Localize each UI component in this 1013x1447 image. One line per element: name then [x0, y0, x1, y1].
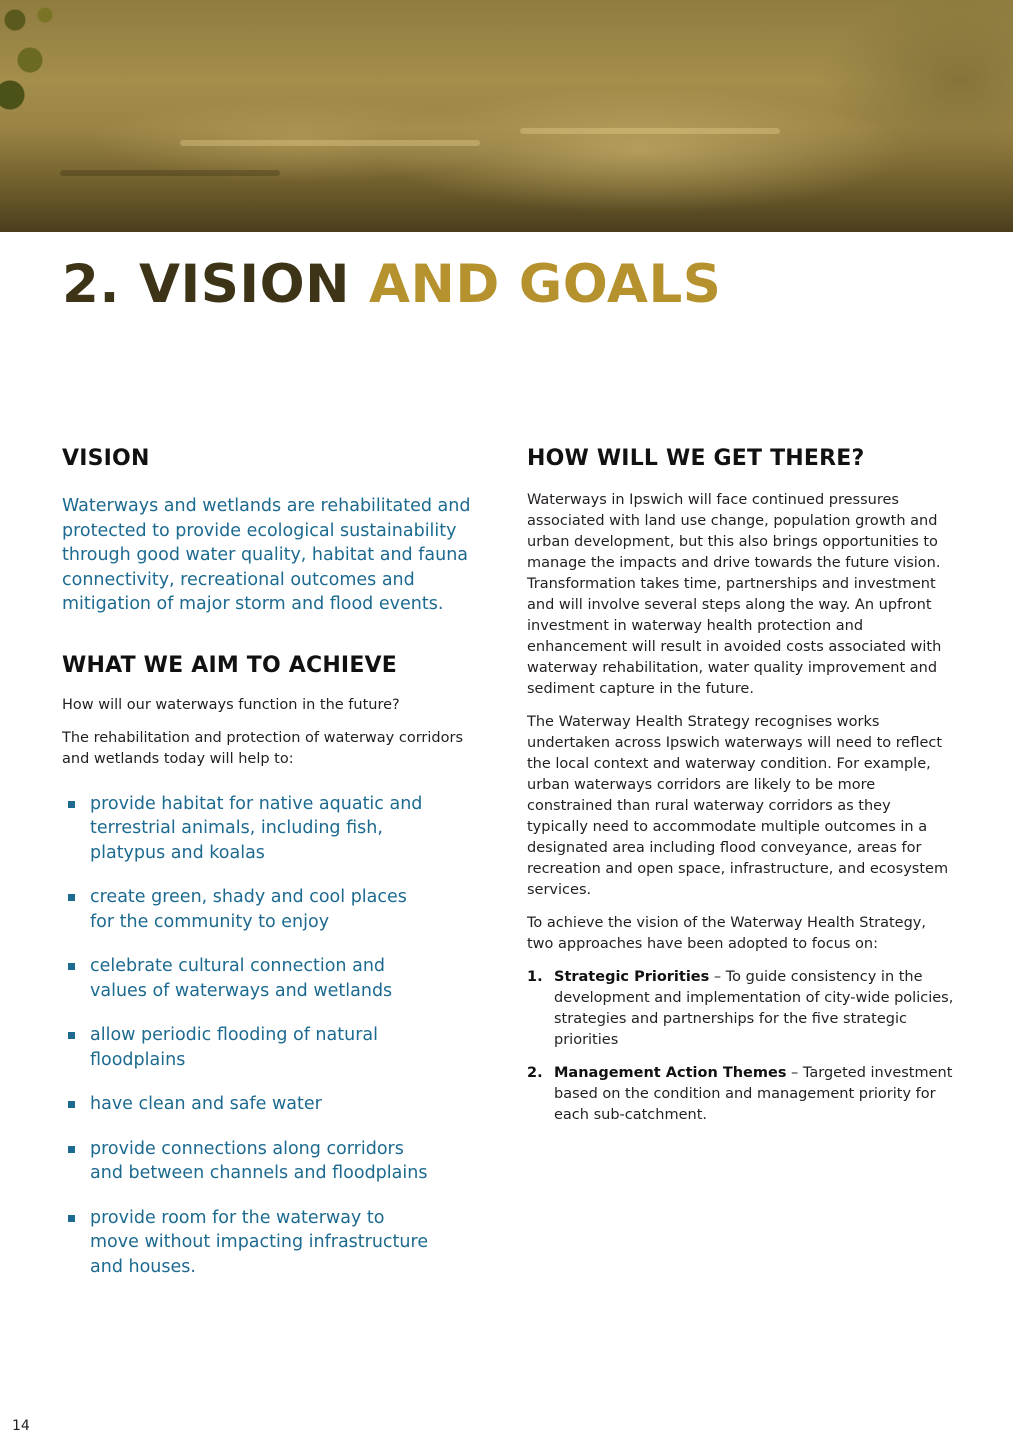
aims-heading: WHAT WE AIM TO ACHIEVE [62, 652, 398, 678]
page-title-part2: AND GOALS [368, 254, 722, 315]
list-item-text: provide habitat for native aquatic and terrestrial animals, including fish, platypus and koalas [90, 793, 423, 863]
approach-title: Strategic Priorities [554, 969, 710, 985]
light-reflection [520, 128, 780, 134]
page-title-part1: 2. VISION [62, 254, 351, 315]
vision-heading: VISION [62, 446, 150, 471]
light-reflection [180, 140, 480, 146]
list-item [62, 1023, 430, 1072]
list-number: 2. [527, 1065, 543, 1081]
how-paragraph: To achieve the vision of the Waterway Health Strategy, two approaches have been adopted to focus on: [527, 915, 926, 952]
right-column [527, 444, 955, 1138]
list-item [62, 885, 430, 934]
how-paragraph: The Waterway Health Strategy recognises works undertaken across Ipswich waterways will need to reflect the local context and waterway condition. For example, urban waterways corridors are likely to be more constrained than rural waterway corridors as they typically need to accommodate multiple outcomes in a designated area including flood conveyance, areas for recreation and open space, infrastructure, and ecosystem services. [527, 714, 949, 898]
approach-text: – Targeted investment based on the condition and management priority for each sub-catchment. [554, 1065, 953, 1123]
approach-text: – To guide consistency in the development and implementation of city-wide policies, strategies and partnerships for the five strategic priorities [554, 969, 954, 1048]
square-bullet-icon [68, 801, 75, 808]
list-item-text: celebrate cultural connection and values of waterways and wetlands [90, 956, 393, 1001]
left-column [62, 444, 482, 1299]
square-bullet-icon [68, 894, 75, 901]
foliage-decoration [0, 0, 70, 140]
list-item [62, 1206, 430, 1280]
approach-title: Management Action Themes [554, 1065, 787, 1081]
list-item [62, 1092, 430, 1117]
how-paragraph: Waterways in Ipswich will face continued pressures associated with land use change, population growth and urban development, but this also brings opportunities to manage the impacts and drive towards the future vision. Transformation takes time, partnerships and investment and will involve several steps along the way. An upfront investment in waterway health protection and enhancement will result in avoided costs associated with waterway rehabilitation, water quality improvement and sediment capture in the future. [527, 492, 942, 697]
list-item [527, 1063, 955, 1126]
square-bullet-icon [68, 963, 75, 970]
list-item-text: create green, shady and cool places for the community to enjoy [90, 887, 407, 932]
list-item [62, 792, 430, 866]
square-bullet-icon [68, 1032, 75, 1039]
list-item [62, 1137, 430, 1186]
list-item-text: provide connections along corridors and between channels and floodplains [90, 1138, 428, 1183]
vision-statement: Waterways and wetlands are rehabilitated and protected to provide ecological sustainability through good water quality, habitat and fauna connectivity, recreational outcomes and mitigation of major storm and flood events. [62, 496, 471, 614]
square-bullet-icon [68, 1101, 75, 1108]
list-item-text: have clean and safe water [90, 1094, 322, 1114]
water-shadow [60, 170, 280, 176]
approaches-list [527, 967, 955, 1126]
list-item-text: allow periodic flooding of natural floodplains [90, 1025, 378, 1070]
aims-question: How will our waterways function in the future? [62, 696, 400, 713]
aims-list [62, 792, 482, 1280]
page-number: 14 [12, 1418, 30, 1434]
hero-river-photo [0, 0, 1013, 232]
list-item [527, 967, 955, 1051]
list-number: 1. [527, 969, 543, 985]
square-bullet-icon [68, 1146, 75, 1153]
page-title [62, 252, 721, 318]
how-heading: HOW WILL WE GET THERE? [527, 446, 865, 471]
square-bullet-icon [68, 1215, 75, 1222]
list-item [62, 954, 430, 1003]
aims-intro: The rehabilitation and protection of waterway corridors and wetlands today will help to: [62, 729, 463, 767]
list-item-text: provide room for the waterway to move without impacting infrastructure and houses. [90, 1207, 429, 1277]
